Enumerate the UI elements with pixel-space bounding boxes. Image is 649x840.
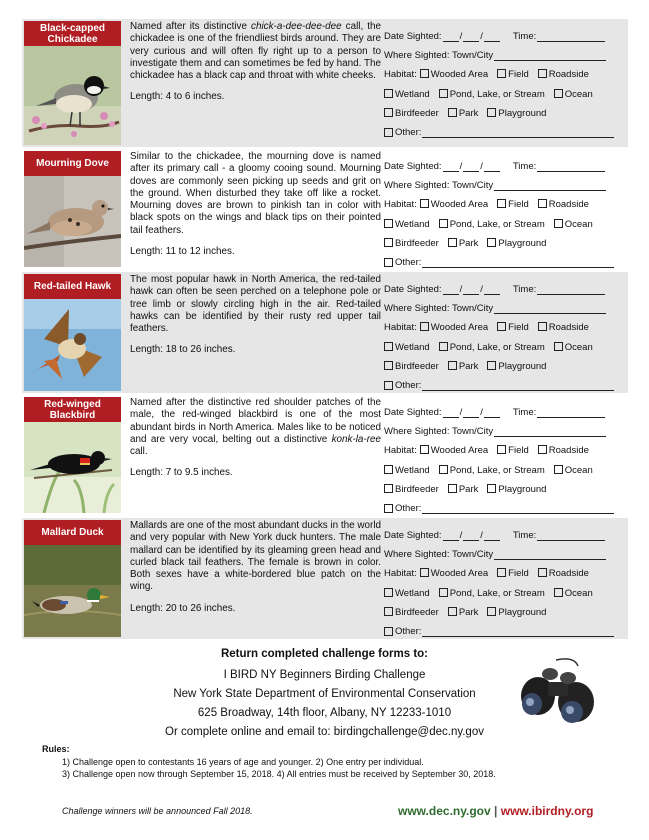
return-line-2: New York State Department of Environmental Conservation — [173, 688, 476, 700]
return-line-4: Or complete online and email to: birdingchallenge@dec.ny.gov — [165, 726, 484, 738]
habitat-option — [439, 342, 545, 353]
where-field[interactable] — [494, 550, 606, 560]
habitat-row — [384, 357, 624, 376]
checkbox-label: Pond, Lake, or Stream — [449, 587, 545, 599]
habitat-row — [384, 104, 624, 123]
date-year-field[interactable] — [484, 408, 500, 418]
bird-description — [130, 21, 381, 104]
where-row — [384, 46, 624, 65]
other-row — [384, 253, 624, 272]
checkbox-label: Field — [508, 69, 529, 81]
bird-row-mallard-duck — [22, 518, 628, 639]
checkbox[interactable] — [487, 484, 496, 493]
date-separator: / — [459, 161, 463, 173]
description-segment: Named after its distinctive — [130, 21, 252, 32]
checkbox-label: Birdfeeder — [395, 483, 439, 495]
description-segment: call. — [130, 446, 148, 458]
bird-length: Length: 18 to 26 inches. — [130, 344, 236, 356]
habitat-option — [439, 219, 545, 230]
checkbox-label: Park — [458, 237, 479, 249]
date-time-row — [384, 157, 624, 176]
habitat-row — [384, 441, 624, 460]
date-time-row — [384, 27, 624, 46]
date-separator: / — [480, 530, 483, 542]
checkbox[interactable] — [554, 588, 563, 597]
winners-announcement: Challenge winners will be announced Fall 2018. — [62, 806, 253, 816]
checkbox[interactable] — [487, 361, 496, 370]
description-text — [130, 274, 381, 335]
bird-name-tag: Red-winged Blackbird — [24, 397, 121, 422]
checkbox[interactable] — [384, 258, 393, 267]
checkbox-label: Pond, Lake, or Stream — [449, 464, 545, 476]
habitat-option — [384, 108, 439, 119]
habitat-option — [439, 465, 545, 476]
date-label: Date Sighted: — [384, 407, 442, 419]
bird-row-mourning-dove — [22, 149, 628, 269]
other-field[interactable] — [422, 504, 614, 514]
habitat-row — [384, 318, 624, 337]
date-separator: / — [480, 284, 483, 296]
where-label: Where Sighted: Town/City — [384, 180, 494, 192]
sighting-form — [384, 157, 624, 272]
habitat-option — [384, 342, 430, 353]
time-field[interactable] — [537, 531, 605, 541]
date-year-field[interactable] — [484, 531, 500, 541]
other-row — [384, 376, 624, 395]
checkbox[interactable] — [487, 607, 496, 616]
checkbox-label: Wooded Area — [430, 199, 489, 211]
bird-photo-column — [22, 518, 123, 639]
date-label: Date Sighted: — [384, 161, 442, 173]
checkbox-label: Wetland — [395, 341, 430, 353]
habitat-row — [384, 480, 624, 499]
checkbox-label: Birdfeeder — [395, 107, 439, 119]
checkbox[interactable] — [420, 445, 429, 454]
habitat-row — [384, 195, 624, 214]
checkbox-label: Wooded Area — [430, 445, 489, 457]
where-row — [384, 422, 624, 441]
checkbox-label: Ocean — [564, 341, 593, 353]
date-month-field[interactable] — [443, 32, 459, 42]
checkbox-label: Playground — [498, 360, 547, 372]
bird-length: Length: 7 to 9.5 inches. — [130, 467, 233, 479]
habitat-option — [384, 238, 439, 249]
checkbox[interactable] — [487, 238, 496, 247]
date-month-field[interactable] — [443, 531, 459, 541]
call-text: konk-la-ree — [331, 433, 381, 445]
checkbox-label: Pond, Lake, or Stream — [449, 341, 545, 353]
checkbox[interactable] — [497, 568, 506, 577]
time-label: Time: — [512, 407, 537, 419]
habitat-option — [420, 199, 488, 210]
date-separator: / — [459, 407, 463, 419]
habitat-label: Habitat: — [384, 69, 417, 81]
date-month-field[interactable] — [443, 162, 459, 172]
habitat-option — [384, 465, 430, 476]
habitat-row — [384, 65, 624, 84]
checkbox[interactable] — [554, 89, 563, 98]
checkbox[interactable] — [554, 342, 563, 351]
checkbox-label: Pond, Lake, or Stream — [449, 218, 545, 230]
date-day-field[interactable] — [463, 32, 479, 42]
habitat-row — [384, 234, 624, 253]
chickadee-photo — [24, 46, 121, 145]
habitat-option — [538, 69, 589, 80]
checkbox[interactable] — [448, 238, 457, 247]
habitat-row — [384, 564, 624, 583]
checkbox-label: Park — [458, 606, 479, 618]
checkbox[interactable] — [497, 69, 506, 78]
description-text — [130, 151, 381, 237]
time-label: Time: — [512, 161, 537, 173]
date-time-row — [384, 526, 624, 545]
habitat-option — [448, 607, 479, 618]
habitat-row — [384, 338, 624, 357]
habitat-row — [384, 461, 624, 480]
habitat-option — [439, 588, 545, 599]
other-label: Other: — [395, 127, 422, 139]
habitat-option — [384, 89, 430, 100]
checkbox[interactable] — [384, 128, 393, 137]
habitat-option — [487, 607, 546, 618]
return-line-3: 625 Broadway, 14th floor, Albany, NY 12233-1010 — [197, 707, 452, 719]
habitat-row — [384, 603, 624, 622]
checkbox-label: Roadside — [548, 445, 589, 457]
habitat-option — [448, 238, 479, 249]
habitat-option — [420, 445, 488, 456]
time-label: Time: — [512, 284, 537, 296]
habitat-row — [384, 215, 624, 234]
checkbox-label: Field — [508, 445, 529, 457]
where-label: Where Sighted: Town/City — [384, 50, 494, 62]
checkbox-label: Park — [458, 360, 479, 372]
date-year-field[interactable] — [484, 285, 500, 295]
where-row — [384, 176, 624, 195]
other-field[interactable] — [422, 627, 614, 637]
other-row — [384, 499, 624, 518]
mourning-dove-photo — [24, 176, 121, 267]
checkbox-label: Ocean — [564, 218, 593, 230]
checkbox[interactable] — [487, 108, 496, 117]
habitat-label: Habitat: — [384, 445, 417, 457]
checkbox-label: Wooded Area — [430, 69, 489, 81]
habitat-option — [554, 465, 593, 476]
date-separator: / — [459, 31, 463, 43]
checkbox[interactable] — [439, 588, 448, 597]
checkbox-label: Park — [458, 107, 479, 119]
habitat-option — [497, 322, 529, 333]
checkbox[interactable] — [384, 627, 393, 636]
checkbox-label: Ocean — [564, 464, 593, 476]
date-separator: / — [459, 530, 463, 542]
habitat-option — [487, 108, 546, 119]
checkbox[interactable] — [420, 568, 429, 577]
ibirdny-website-link[interactable]: www.ibirdny.org — [500, 804, 594, 818]
bird-length: Length: 4 to 6 inches. — [130, 91, 225, 103]
checkbox[interactable] — [384, 484, 393, 493]
mallard-duck-photo — [24, 545, 121, 637]
checkbox-label: Wetland — [395, 587, 430, 599]
habitat-option — [554, 89, 593, 100]
date-day-field[interactable] — [463, 531, 479, 541]
date-year-field[interactable] — [484, 32, 500, 42]
bird-length: Length: 20 to 26 inches. — [130, 602, 236, 614]
rules-heading: Rules: — [42, 744, 70, 754]
checkbox-label: Roadside — [548, 69, 589, 81]
rules-line-1: 1) Challenge open to contestants 16 years of age and younger. 2) One entry per individual. — [62, 757, 424, 767]
return-title: Return completed challenge forms to: — [220, 648, 429, 660]
where-label: Where Sighted: Town/City — [384, 426, 494, 438]
habitat-option — [538, 568, 589, 579]
time-label: Time: — [512, 31, 537, 43]
bird-photo-column — [22, 19, 123, 147]
bird-photo-column — [22, 272, 123, 393]
date-month-field[interactable] — [443, 408, 459, 418]
checkbox[interactable] — [538, 199, 547, 208]
checkbox[interactable] — [439, 219, 448, 228]
date-separator: / — [459, 284, 463, 296]
date-day-field[interactable] — [463, 162, 479, 172]
checkbox-label: Playground — [498, 107, 547, 119]
checkbox-label: Wooded Area — [430, 568, 489, 580]
habitat-option — [538, 199, 589, 210]
checkbox[interactable] — [439, 89, 448, 98]
checkbox[interactable] — [448, 108, 457, 117]
checkbox[interactable] — [384, 504, 393, 513]
checkbox-label: Wetland — [395, 218, 430, 230]
habitat-option — [487, 238, 546, 249]
checkbox[interactable] — [420, 322, 429, 331]
date-month-field[interactable] — [443, 285, 459, 295]
habitat-option — [448, 484, 479, 495]
habitat-option — [538, 445, 589, 456]
bird-row-chickadee — [22, 19, 628, 147]
bird-name-tag: Mourning Dove — [24, 151, 121, 176]
where-label: Where Sighted: Town/City — [384, 303, 494, 315]
bird-length: Length: 11 to 12 inches. — [130, 246, 235, 258]
bird-name-tag: Mallard Duck — [24, 520, 121, 545]
habitat-option — [384, 219, 430, 230]
dec-website-link[interactable]: www.dec.ny.gov — [398, 804, 491, 818]
where-field[interactable] — [494, 304, 606, 314]
time-field[interactable] — [537, 408, 605, 418]
date-separator: / — [480, 407, 483, 419]
checkbox-label: Playground — [498, 606, 547, 618]
return-line-1: I BIRD NY Beginners Birding Challenge — [223, 669, 426, 681]
date-day-field[interactable] — [463, 285, 479, 295]
checkbox-label: Playground — [498, 237, 547, 249]
habitat-option — [384, 607, 439, 618]
checkbox[interactable] — [538, 322, 547, 331]
habitat-row — [384, 584, 624, 603]
checkbox[interactable] — [439, 465, 448, 474]
checkbox[interactable] — [384, 89, 393, 98]
bird-description — [130, 397, 381, 480]
checkbox[interactable] — [384, 381, 393, 390]
other-label: Other: — [395, 626, 422, 638]
bird-row-red-tailed-hawk — [22, 272, 628, 393]
date-label: Date Sighted: — [384, 530, 442, 542]
other-field[interactable] — [422, 128, 614, 138]
habitat-option — [384, 361, 439, 372]
checkbox-label: Roadside — [548, 199, 589, 211]
date-time-row — [384, 403, 624, 422]
other-row — [384, 622, 624, 641]
checkbox[interactable] — [448, 484, 457, 493]
checkbox-label: Field — [508, 568, 529, 580]
checkbox[interactable] — [384, 108, 393, 117]
checkbox[interactable] — [384, 607, 393, 616]
sighting-form — [384, 280, 624, 395]
bird-row-red-winged-blackbird — [22, 395, 628, 515]
description-text — [130, 21, 381, 82]
link-separator: | — [494, 804, 498, 818]
checkbox-label: Birdfeeder — [395, 360, 439, 372]
checkbox[interactable] — [448, 607, 457, 616]
checkbox[interactable] — [497, 199, 506, 208]
checkbox-label: Field — [508, 322, 529, 334]
checkbox[interactable] — [538, 69, 547, 78]
bird-photo-column — [22, 149, 123, 269]
checkbox[interactable] — [384, 342, 393, 351]
checkbox[interactable] — [439, 342, 448, 351]
checkbox[interactable] — [420, 199, 429, 208]
time-label: Time: — [512, 530, 537, 542]
checkbox[interactable] — [420, 69, 429, 78]
habitat-option — [439, 89, 545, 100]
checkbox[interactable] — [554, 465, 563, 474]
checkbox-label: Field — [508, 199, 529, 211]
checkbox-label: Roadside — [548, 322, 589, 334]
where-label: Where Sighted: Town/City — [384, 549, 494, 561]
habitat-option — [554, 588, 593, 599]
bird-description — [130, 520, 381, 615]
date-label: Date Sighted: — [384, 284, 442, 296]
habitat-option — [554, 342, 593, 353]
habitat-option — [487, 484, 546, 495]
habitat-label: Habitat: — [384, 322, 417, 334]
time-field[interactable] — [537, 32, 605, 42]
checkbox[interactable] — [384, 238, 393, 247]
date-year-field[interactable] — [484, 162, 500, 172]
call-text: chick-a-dee-dee-dee — [251, 21, 342, 32]
where-field[interactable] — [494, 181, 606, 191]
sighting-form — [384, 403, 624, 518]
habitat-option — [420, 69, 488, 80]
checkbox-label: Wetland — [395, 464, 430, 476]
habitat-option — [384, 588, 430, 599]
habitat-option — [448, 361, 479, 372]
checkbox[interactable] — [538, 445, 547, 454]
checkbox-label: Wetland — [395, 88, 430, 100]
checkbox[interactable] — [497, 445, 506, 454]
date-time-row — [384, 280, 624, 299]
where-field[interactable] — [494, 51, 606, 61]
checkbox-label: Wooded Area — [430, 322, 489, 334]
bird-name-tag: Black-capped Chickadee — [24, 21, 121, 46]
checkbox[interactable] — [448, 361, 457, 370]
rules-line-2: 3) Challenge open now through September 15, 2018. 4) All entries must be received by September 30, 2018. — [62, 769, 496, 779]
checkbox-label: Ocean — [564, 587, 593, 599]
other-label: Other: — [395, 380, 422, 392]
date-day-field[interactable] — [463, 408, 479, 418]
habitat-option — [448, 108, 479, 119]
time-field[interactable] — [537, 162, 605, 172]
where-row — [384, 545, 624, 564]
checkbox[interactable] — [384, 465, 393, 474]
habitat-option — [497, 199, 529, 210]
bird-photo-column — [22, 395, 123, 515]
red-winged-blackbird-photo — [24, 422, 121, 513]
checkbox-label: Pond, Lake, or Stream — [449, 88, 545, 100]
other-label: Other: — [395, 503, 422, 515]
habitat-option — [420, 322, 488, 333]
date-separator: / — [480, 161, 483, 173]
other-row — [384, 123, 624, 142]
checkbox-label: Park — [458, 483, 479, 495]
habitat-option — [538, 322, 589, 333]
sighting-form — [384, 27, 624, 142]
checkbox[interactable] — [384, 361, 393, 370]
description-text — [130, 397, 381, 458]
description-segment: Named after the distinctive red shoulder patches of the male, the red-winged blackbird is one of the most abundant birds in North America. Males like to be noticed and are very vocal, belting out a distinctive — [130, 397, 381, 445]
bird-description — [130, 274, 381, 357]
date-separator: / — [480, 31, 483, 43]
binoculars-icon — [516, 656, 602, 726]
habitat-label: Habitat: — [384, 568, 417, 580]
checkbox-label: Roadside — [548, 568, 589, 580]
checkbox[interactable] — [497, 322, 506, 331]
red-tailed-hawk-photo — [24, 299, 121, 391]
footer-links — [398, 804, 593, 818]
habitat-option — [384, 484, 439, 495]
checkbox-label: Birdfeeder — [395, 237, 439, 249]
description-segment: call, the chickadee is one of the friendliest birds around. They are very curious and will often fly right up to a person to investigate them and can sometimes be fed by hand. The chickadee has a black cap and throat with white cheeks. — [130, 21, 381, 82]
habitat-option — [554, 219, 593, 230]
checkbox[interactable] — [554, 219, 563, 228]
habitat-option — [420, 568, 488, 579]
other-label: Other: — [395, 257, 422, 269]
checkbox[interactable] — [538, 568, 547, 577]
checkbox-label: Playground — [498, 483, 547, 495]
checkbox[interactable] — [384, 219, 393, 228]
checkbox[interactable] — [384, 588, 393, 597]
other-field[interactable] — [422, 258, 614, 268]
other-field[interactable] — [422, 381, 614, 391]
date-label: Date Sighted: — [384, 31, 442, 43]
time-field[interactable] — [537, 285, 605, 295]
habitat-option — [497, 69, 529, 80]
sighting-form — [384, 526, 624, 641]
where-row — [384, 299, 624, 318]
where-field[interactable] — [494, 427, 606, 437]
checkbox-label: Ocean — [564, 88, 593, 100]
description-segment: Similar to the chickadee, the mourning dove is named after its primary call - a gloomy cooing sound. Mourning doves are commonly seen picking up seeds and grit on the ground. When disturbed they take off like a rocket. Mourning doves are brown to pinkish tan in color with black spots on the wings and black tips on their pointed tail feathers. — [130, 151, 381, 236]
habitat-option — [497, 445, 529, 456]
habitat-label: Habitat: — [384, 199, 417, 211]
habitat-option — [487, 361, 546, 372]
description-segment: Mallards are one of the most abundant ducks in the world and very popular with New York duck hunters. The male mallard can be identified by its gleaming green head and curled black tail feathers. The female is brown in color. Both sexes have a white-bordered blue patch on the wing. — [130, 520, 381, 593]
habitat-row — [384, 85, 624, 104]
bird-name-tag: Red-tailed Hawk — [24, 274, 121, 299]
habitat-option — [497, 568, 529, 579]
description-text — [130, 520, 381, 594]
checkbox-label: Birdfeeder — [395, 606, 439, 618]
rules-section — [42, 744, 496, 779]
bird-description — [130, 151, 381, 258]
description-segment: The most popular hawk in North America, the red-tailed hawk can often be seen perched on a telephone pole or tree limb or slowly circling high in the air. Red-tailed hawks can be identified by their rusty red upper tail feathers. — [130, 274, 381, 335]
